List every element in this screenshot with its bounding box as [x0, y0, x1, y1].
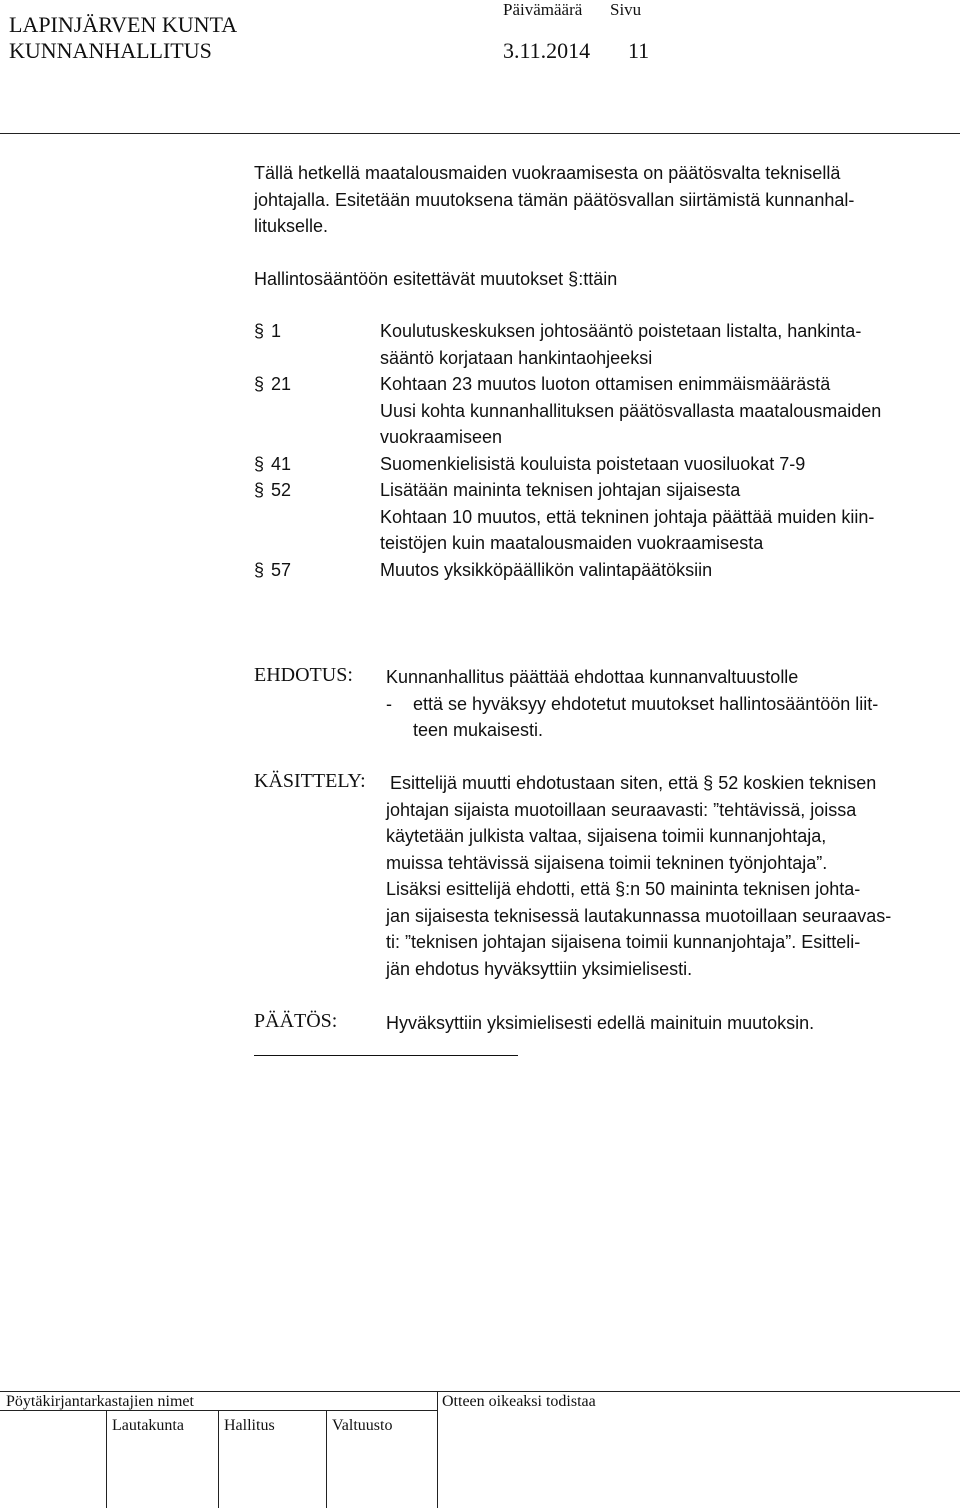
section-sign: § [254, 321, 265, 341]
handling-line: muissa tehtävissä sijaisena toimii tekninen työnjohtaja”. [386, 852, 828, 873]
proposal-item-line: teen mukaisesti. [413, 720, 544, 740]
decision-label: PÄÄTÖS: [254, 1010, 338, 1032]
handling-label: KÄSITTELY: [254, 770, 366, 792]
change-text: Kohtaan 10 muutos, että tekninen johtaja päättää muiden kiin- [380, 506, 875, 527]
handling-line: johtajan sijaista muotoillaan seuraavasti: ”tehtävissä, joissa [386, 799, 857, 820]
change-text: Kohtaan 23 muutos luoton ottamisen enimmäismäärästä [380, 374, 831, 394]
footer-column-divider [218, 1410, 219, 1508]
footer-column-divider [106, 1410, 107, 1508]
change-text: sääntö korjataan hankintaohjeeksi [380, 347, 653, 368]
footer-column-divider [437, 1391, 438, 1508]
section-number: 52 [271, 480, 292, 500]
change-text: Lisätään maininta teknisen johtajan sijaisesta [380, 480, 741, 500]
intro-line: litukselle. [254, 216, 329, 236]
decision-text: Hyväksyttiin yksimielisesti edellä mainituin muutoksin. [386, 1013, 815, 1033]
change-text: teistöjen kuin maatalousmaiden vuokraamisesta [380, 533, 764, 553]
certified-label: Otteen oikeaksi todistaa [442, 1393, 596, 1410]
section-number: 21 [271, 374, 292, 394]
intro-line: johtajalla. Esitetään muutoksena tämän päätösvallan siirtämistä kunnanhal- [254, 189, 855, 210]
change-item-continuation [0, 345, 960, 372]
change-text: Muutos yksikköpäällikön valintapäätöksiin [380, 559, 713, 580]
footer-column-divider [326, 1410, 327, 1508]
section-sign: § [254, 453, 265, 474]
change-item [0, 557, 960, 584]
handling-line: käytetään julkista valtaa, sijaisena toimii kunnanjohtaja, [386, 826, 827, 846]
handling-line: jan sijaisesta teknisessä lautakunnassa muotoillaan seuraavas- [386, 905, 892, 926]
change-item-continuation [0, 398, 960, 425]
page-number: 11 [628, 38, 650, 63]
section-number: 1 [271, 321, 282, 341]
handling-line: jän ehdotus hyväksyttiin yksimielisesti. [386, 958, 693, 979]
handling-line: Lisäksi esittelijä ehdotti, että §:n 50 maininta teknisen johta- [386, 879, 861, 899]
intro-line: Tällä hetkellä maatalousmaiden vuokraamisesta on päätösvalta teknisellä [254, 163, 841, 183]
changes-heading: Hallintosääntöön esitettävät muutokset §:ttäin [254, 269, 618, 289]
change-item [0, 451, 960, 478]
checkers-label: Pöytäkirjantarkastajien nimet [6, 1393, 194, 1410]
date-column-label: Päivämäärä [503, 0, 583, 19]
change-item-continuation [0, 424, 960, 451]
section-number: 57 [271, 559, 292, 580]
footer-col-committee: Lautakunta [112, 1417, 184, 1434]
change-item-continuation [0, 504, 960, 531]
section-sign: § [254, 559, 265, 580]
change-text: vuokraamiseen [380, 427, 503, 447]
proposal-label: EHDOTUS: [254, 664, 353, 686]
section-number: 41 [271, 453, 292, 474]
change-item [0, 371, 960, 398]
change-text: Koulutuskeskuksen johtosääntö poistetaan listalta, hankinta- [380, 321, 862, 341]
change-text: Suomenkielisistä kouluista poistetaan vuosiluokat 7-9 [380, 453, 806, 474]
header-divider [0, 133, 960, 134]
change-text: Uusi kohta kunnanhallituksen päätösvallasta maatalousmaiden [380, 400, 882, 421]
change-item [0, 477, 960, 504]
section-end-rule [254, 1055, 518, 1056]
proposal-dash: - [386, 693, 392, 714]
document-date: 3.11.2014 [503, 38, 591, 63]
intro-paragraph [254, 160, 954, 240]
handling-line: ti: ”teknisen johtajan sijaisena toimii kunnanjohtaja”. Esitteli- [386, 932, 861, 952]
footer-col-council: Valtuusto [332, 1417, 393, 1434]
handling-line: Esittelijä muutti ehdotustaan siten, että § 52 koskien teknisen [390, 773, 877, 793]
footer-top-border [0, 1391, 960, 1392]
proposal-item-line: että se hyväksyy ehdotetut muutokset hallintosääntöön liit- [413, 693, 879, 714]
proposal-text: Kunnanhallitus päättää ehdottaa kunnanvaltuustolle [386, 667, 799, 687]
footer-col-board: Hallitus [224, 1417, 275, 1434]
section-sign: § [254, 480, 265, 500]
section-sign: § [254, 374, 265, 394]
organization-name: LAPINJÄRVEN KUNTA [9, 12, 238, 37]
change-item [0, 318, 960, 345]
change-item-continuation [0, 530, 960, 557]
page-column-label: Sivu [610, 0, 642, 19]
board-name: KUNNANHALLITUS [9, 38, 212, 63]
